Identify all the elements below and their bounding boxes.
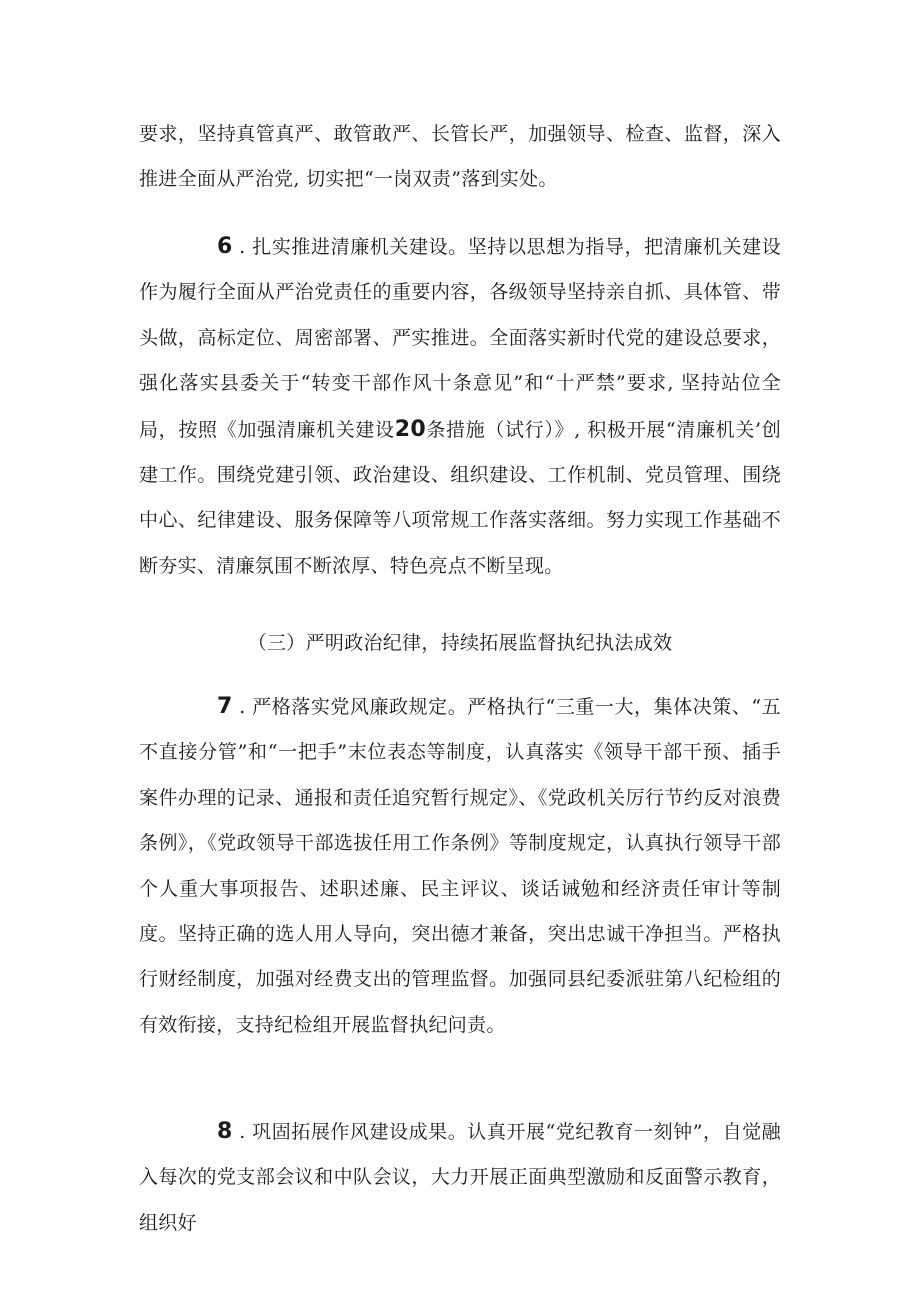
item-6-inline-number: 20	[394, 416, 426, 442]
paragraph-continued	[139, 112, 781, 203]
section-3-heading-text: （三）严明政治纪律，持续拓展监督执纪执法成效	[247, 632, 673, 654]
paragraph-continued-text: 要求，坚持真管真严、敢管敢严、长管长严，加强领导、检查、监督，深入推进全面从严治党, 切实把“一岗双责”落到实处。	[139, 123, 781, 191]
paragraph-item-8	[139, 1109, 781, 1246]
item-8-number: 8	[217, 1119, 233, 1144]
item-6-number: 6	[217, 234, 233, 259]
item-6-text-after: 条措施（试行）》, 积极开展“清廉机关’创建工作。围绕党建引领、政治建设、组织建设、工作机制、党员管理、围绕中心、纪律建设、服务保障等八项常规工作落实落细。努力实现工作基础不断夯实、清廉氛围不断浓厚、特色亮点不断呈现。	[139, 418, 782, 577]
item-7-number: 7	[217, 694, 233, 719]
paragraph-item-6	[139, 224, 781, 589]
item-7-text: . 严格落实党风廉政规定。严格执行“三重一大，集体决策、“五不直接分管”和“一把手”末位表态等制度，认真落实《领导干部干预、插手案件办理的记录、通报和责任追究暂行规定》、《党政机关厉行节约反对浪费条例》，《党政领导干部选拔任用工作条例》等制度规定，认真执行领导干部个人重大事项报告、述职述廉、民主评议、谈话诫勉和经济责任审计等制度。坚持正确的选人用人导向，突出德才兼备，突出忠诚干净担当。严格执行财经制度，加强对经费支出的管理监督。加强同县纪委派驻第八纪检组的有效衔接，支持纪检组开展监督执纪问责。	[139, 696, 781, 1036]
section-3-heading	[139, 628, 781, 658]
paragraph-item-7	[139, 684, 781, 1048]
item-8-text: . 巩固拓展作风建设成果。认真开展“党纪教育一刻钟”，自觉融入每次的党支部会议和中队会议，大力开展正面典型激励和反面警示教育，组织好	[139, 1121, 781, 1234]
item-6-text: . 扎实推进清廉机关建设。坚持以思想为指导，把清廉机关建设作为履行全面从严治党责任的重要内容，各级领导坚持亲自抓、具体管、带头做，高标定位、周密部署、严实推进。全面落实新时代党的建设总要求，强化落实县委关于“转变干部作风十条意见”和“十严禁”要求, 坚持站位全局，按照《加强清廉机关建设	[139, 236, 781, 441]
